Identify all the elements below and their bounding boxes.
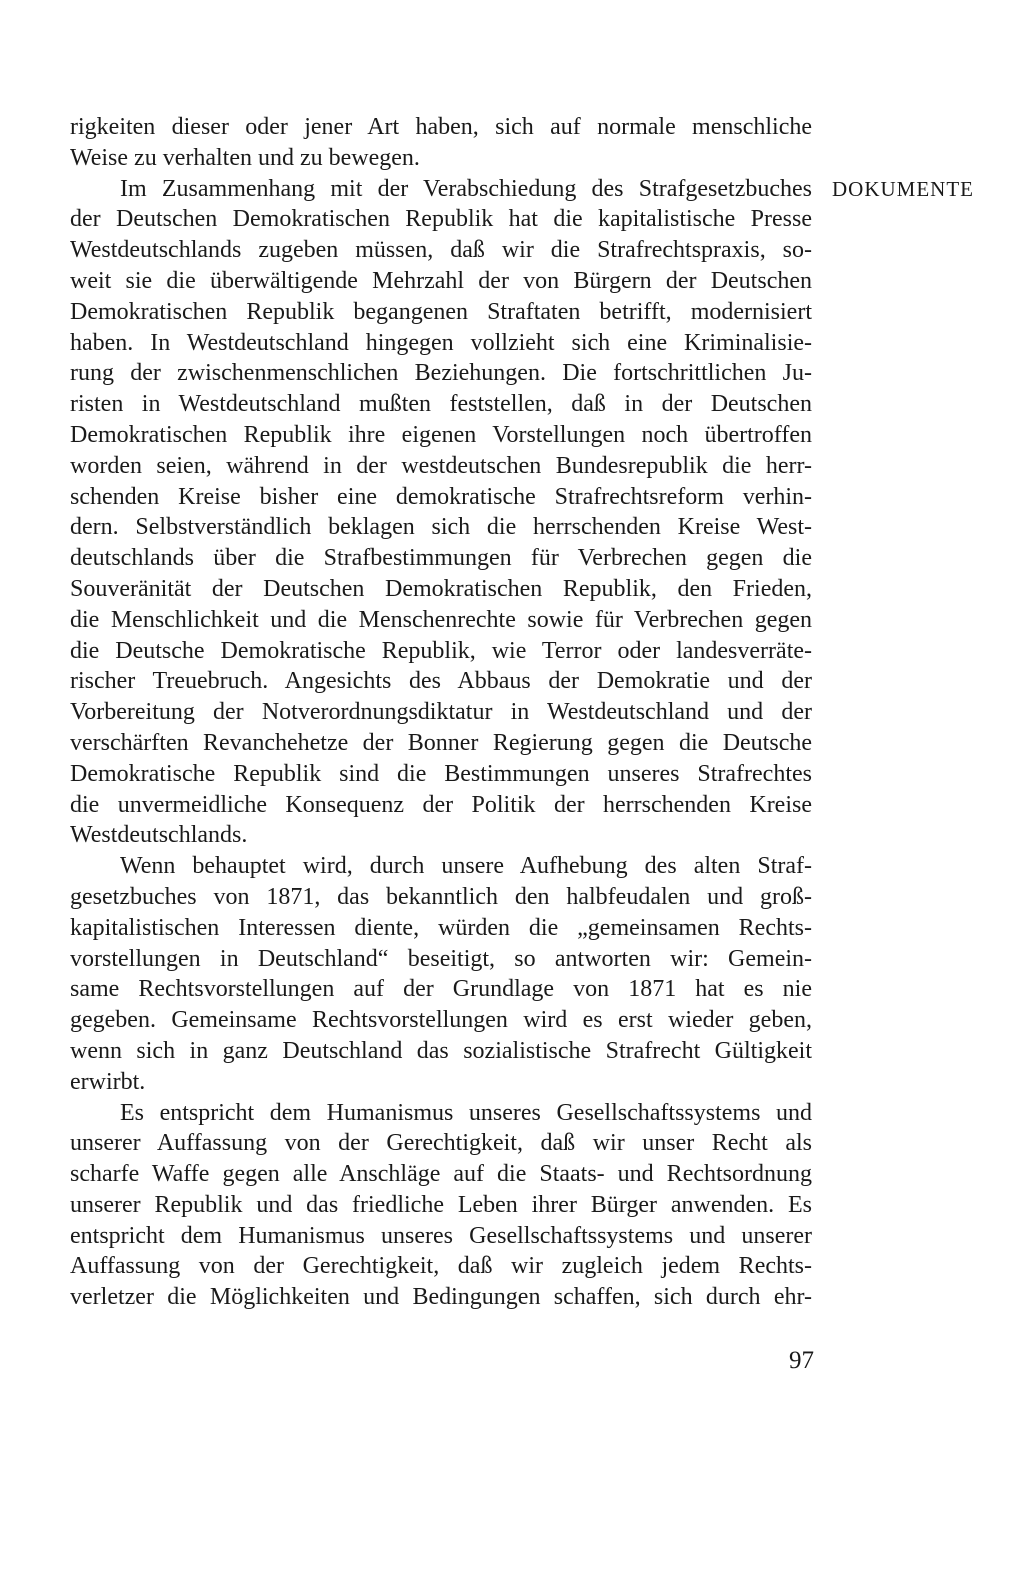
text-line: rigkeiten dieser oder jener Art haben, sich auf normale menschliche [70, 114, 812, 140]
text-line: rung der zwischenmenschlichen Beziehungen. Die fortschrittlichen Ju- [70, 360, 812, 387]
text-line: Weise zu verhalten und zu bewegen. [70, 144, 420, 171]
paragraph-start-line: Wenn behauptet wird, durch unsere Aufhebung des alten Straf- [120, 853, 812, 880]
text-line: Auffassung von der Gerechtigkeit, daß wir zugleich jedem Rechts- [70, 1253, 812, 1280]
paragraph-start-line: Es entspricht dem Humanismus unseres Gesellschaftssystems und [120, 1099, 812, 1126]
text-line: schenden Kreise bisher eine demokratische Strafrechtsreform verhin- [70, 483, 812, 510]
text-line: die unvermeidliche Konsequenz der Politik der herrschenden Kreise [70, 791, 812, 818]
text-line: Demokratischen Republik begangenen Straftaten betrifft, modernisiert [70, 298, 812, 325]
text-line: erwirbt. [70, 1068, 146, 1095]
text-line: Westdeutschlands. [70, 822, 248, 849]
text-line: Demokratische Republik sind die Bestimmungen unseres Strafrechtes [70, 760, 812, 787]
text-line: die Deutsche Demokratische Republik, wie Terror oder landesverräte- [70, 637, 812, 664]
text-line: wenn sich in ganz Deutschland das sozialistische Strafrecht Gültigkeit [70, 1037, 812, 1064]
text-line: unserer Auffassung von der Gerechtigkeit, daß wir unser Recht als [70, 1130, 812, 1157]
text-line: die Menschlichkeit und die Menschenrechte sowie für Verbrechen gegen [70, 606, 812, 633]
text-line: risten in Westdeutschland mußten feststellen, daß in der Deutschen [70, 391, 812, 418]
text-line: rischer Treuebruch. Angesichts des Abbaus der Demokratie und der [70, 668, 812, 695]
text-line: Westdeutschlands zugeben müssen, daß wir die Strafrechtspraxis, so- [70, 237, 812, 264]
text-line: worden seien, während in der westdeutschen Bundesrepublik die herr- [70, 452, 812, 479]
text-line: verletzer die Möglichkeiten und Bedingungen schaffen, sich durch ehr- [70, 1284, 812, 1311]
body-text [70, 112, 812, 1313]
text-line: dern. Selbstverständlich beklagen sich die herrschenden Kreise West- [70, 514, 812, 541]
margin-note: DOKUMENTE [832, 177, 974, 201]
page-number: 97 [789, 1347, 814, 1374]
text-line: gegeben. Gemeinsame Rechtsvorstellungen wird es erst wieder geben, [70, 1007, 812, 1034]
text-line: unserer Republik und das friedliche Leben ihrer Bürger anwenden. Es [70, 1191, 812, 1218]
text-line: verschärften Revanchehetze der Bonner Regierung gegen die Deutsche [70, 729, 812, 756]
text-line: vorstellungen in Deutschland“ beseitigt, so antworten wir: Gemein- [70, 945, 812, 972]
text-line: scharfe Waffe gegen alle Anschläge auf die Staats- und Rechtsordnung [70, 1161, 812, 1188]
text-line: Demokratischen Republik ihre eigenen Vorstellungen noch übertroffen [70, 421, 812, 448]
text-line: der Deutschen Demokratischen Republik hat die kapitalistische Presse [70, 206, 812, 233]
text-line: Souveränität der Deutschen Demokratischen Republik, den Frieden, [70, 575, 812, 602]
text-line: haben. In Westdeutschland hingegen vollzieht sich eine Kriminalisie- [70, 329, 812, 356]
text-line: entspricht dem Humanismus unseres Gesellschaftssystems und unserer [70, 1222, 812, 1249]
text-line: Vorbereitung der Notverordnungsdiktatur in Westdeutschland und der [70, 699, 812, 726]
text-line: weit sie die überwältigende Mehrzahl der von Bürgern der Deutschen [70, 267, 812, 294]
text-line: kapitalistischen Interessen diente, würden die „gemeinsamen Rechts- [70, 914, 812, 941]
text-line: deutschlands über die Strafbestimmungen für Verbrechen gegen die [70, 545, 812, 572]
text-line: gesetzbuches von 1871, das bekanntlich den halbfeudalen und groß- [70, 883, 812, 910]
text-line: same Rechtsvorstellungen auf der Grundlage von 1871 hat es nie [70, 976, 812, 1003]
paragraph-start-line: Im Zusammenhang mit der Verabschiedung des Strafgesetzbuches [120, 175, 812, 202]
